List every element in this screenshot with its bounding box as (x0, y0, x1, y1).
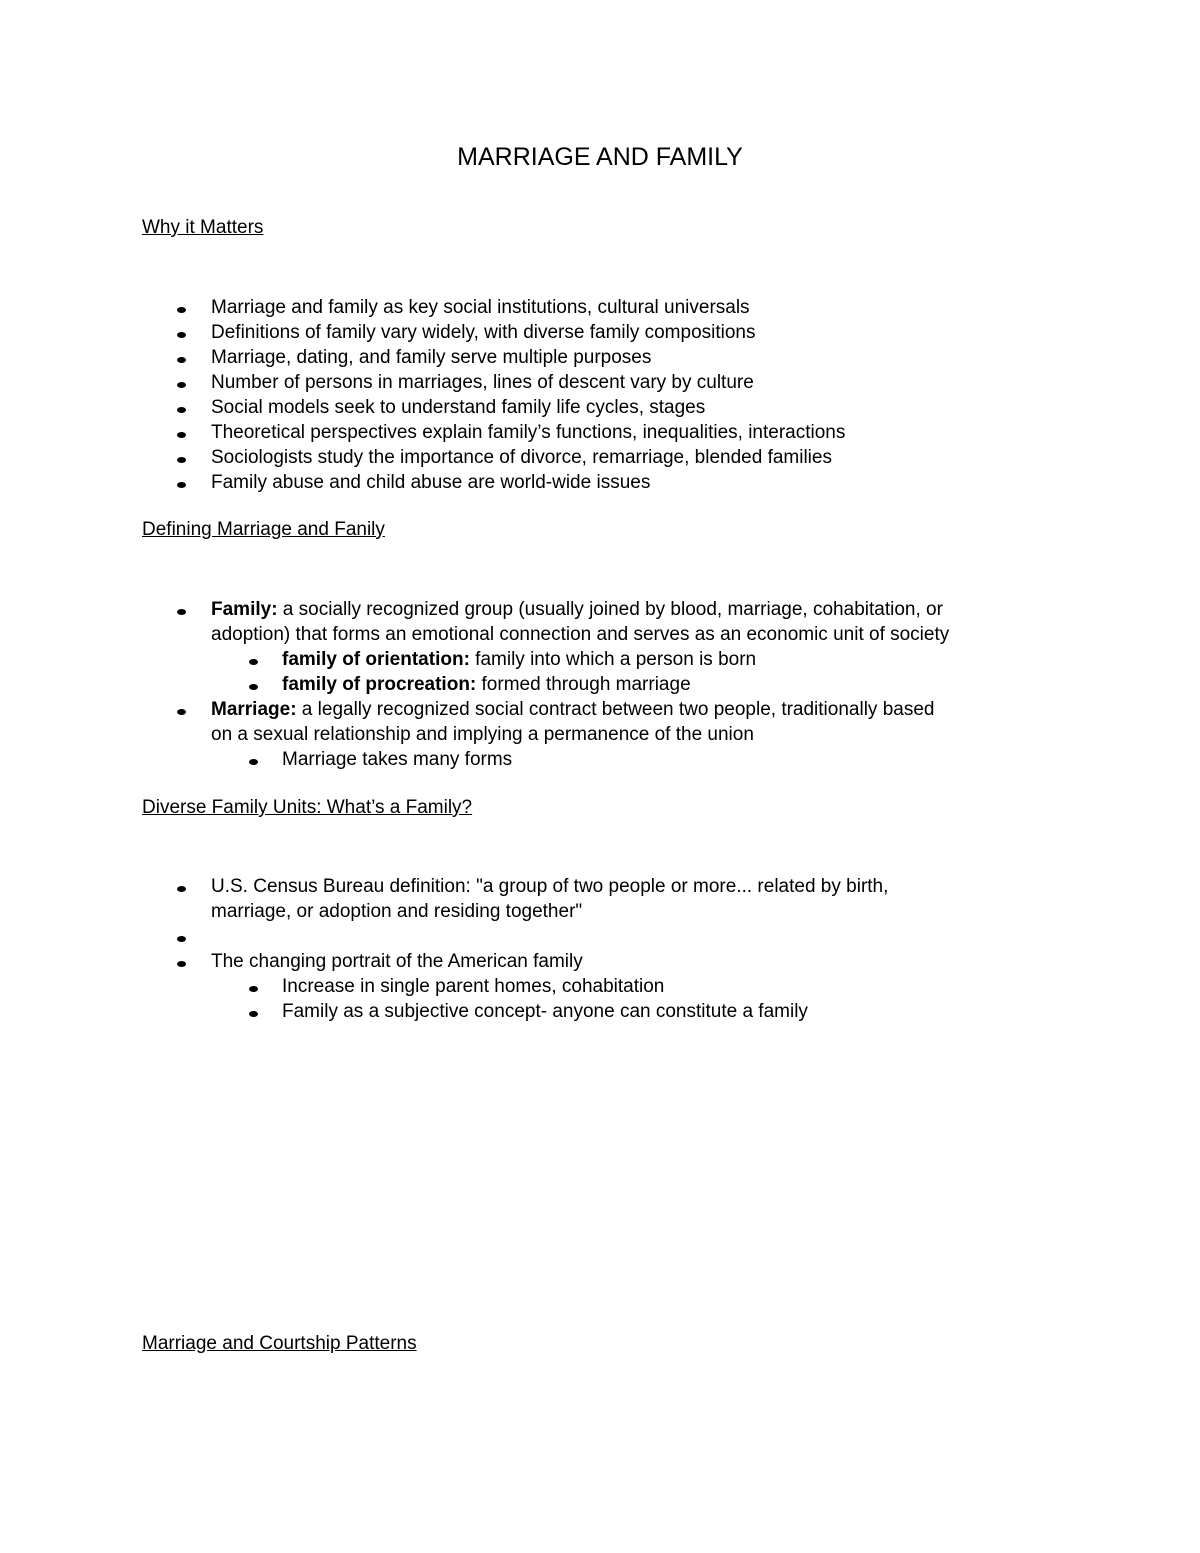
list-item (0, 999, 1200, 1024)
list-item-definition-family (0, 597, 1200, 647)
definition-text: on a sexual relationship and implying a permanence of the union (211, 724, 754, 745)
list-item-text: Theoretical perspectives explain family’s functions, inequalities, interactions (211, 422, 846, 443)
bullet-icon (177, 432, 186, 438)
list-item (0, 395, 1200, 420)
bullet-icon (177, 609, 186, 615)
list-item (0, 445, 1200, 470)
bullet-list-why-it-matters (0, 295, 1200, 495)
bullet-icon (177, 936, 186, 942)
list-item-empty (0, 924, 1200, 949)
list-item (0, 370, 1200, 395)
bullet-icon (249, 986, 258, 992)
section-heading-why-it-matters: Why it Matters (142, 217, 264, 238)
term-label: family of orientation: (282, 649, 470, 670)
list-item-text: Marriage takes many forms (282, 749, 513, 770)
list-item (0, 345, 1200, 370)
bullet-icon (177, 357, 186, 363)
list-item (0, 420, 1200, 445)
bullet-icon (177, 709, 186, 715)
bullet-icon (177, 332, 186, 338)
list-item-text: Marriage and family as key social institutions, cultural universals (211, 297, 750, 318)
list-item-text: Family as a subjective concept- anyone can constitute a family (282, 1001, 808, 1022)
term-label: Family: (211, 599, 278, 620)
bullet-icon (177, 961, 186, 967)
list-item-text: marriage, or adoption and residing together" (211, 901, 583, 922)
section-heading-diverse-family-units: Diverse Family Units: What’s a Family? (142, 797, 473, 818)
bullet-icon (177, 886, 186, 892)
definition-text: formed through marriage (476, 674, 691, 695)
definition-text: a socially recognized group (usually joined by blood, marriage, cohabitation, or (277, 599, 943, 620)
list-item (0, 949, 1200, 974)
list-item-text: Sociologists study the importance of divorce, remarriage, blended families (211, 447, 832, 468)
definition-text: family into which a person is born (469, 649, 757, 670)
list-item-definition-marriage (0, 697, 1200, 747)
bullet-icon (249, 684, 258, 690)
section-heading-marriage-and-courtship-patterns: Marriage and Courtship Patterns (142, 1333, 417, 1354)
definition-text: adoption) that forms an emotional connection and serves as an economic unit of society (211, 624, 950, 645)
term-label: Marriage: (211, 699, 297, 720)
bullet-icon (177, 482, 186, 488)
list-item (0, 470, 1200, 495)
list-item (0, 974, 1200, 999)
list-item-text: Marriage, dating, and family serve multiple purposes (211, 347, 652, 368)
list-item-definition-family-of-procreation (0, 672, 1200, 697)
list-item-text: Number of persons in marriages, lines of descent vary by culture (211, 372, 754, 393)
bullet-icon (249, 1011, 258, 1017)
page-title: MARRIAGE AND FAMILY (457, 143, 743, 171)
list-item-census-definition (0, 874, 1200, 924)
bullet-icon (249, 759, 258, 765)
list-item (0, 747, 1200, 772)
list-item-text: The changing portrait of the American family (211, 951, 583, 972)
term-label: family of procreation: (282, 674, 477, 695)
list-item-text: U.S. Census Bureau definition: "a group of two people or more... related by birth, (211, 876, 889, 897)
list-item-text: Family abuse and child abuse are world-wide issues (211, 472, 651, 493)
bullet-list-diverse-family-units (0, 874, 1200, 1024)
list-item-text: Social models seek to understand family life cycles, stages (211, 397, 706, 418)
bullet-icon (177, 407, 186, 413)
list-item-definition-family-of-orientation (0, 647, 1200, 672)
list-item-text: Definitions of family vary widely, with diverse family compositions (211, 322, 756, 343)
list-item (0, 295, 1200, 320)
bullet-icon (177, 307, 186, 313)
bullet-icon (177, 382, 186, 388)
section-heading-defining-marriage-and-family: Defining Marriage and Fanily (142, 519, 385, 540)
list-item (0, 320, 1200, 345)
bullet-icon (177, 457, 186, 463)
definition-text: a legally recognized social contract between two people, traditionally based (296, 699, 935, 720)
bullet-list-definitions (0, 597, 1200, 772)
bullet-icon (249, 659, 258, 665)
list-item-text: Increase in single parent homes, cohabitation (282, 976, 665, 997)
